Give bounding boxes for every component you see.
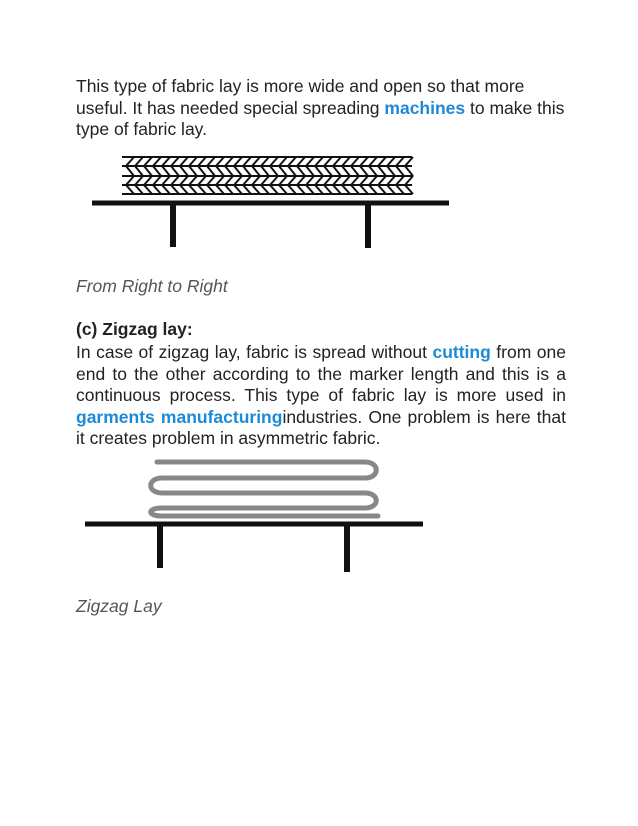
garments-manufacturing-link[interactable]: garments manufacturing — [76, 406, 283, 427]
paragraph-text-end: industries. One problem is here that it creates problem in asymmetric fabric. — [76, 406, 566, 448]
machines-link[interactable]: machines — [384, 97, 466, 118]
paragraph-text-end: to make this type of fabric lay. — [76, 97, 565, 139]
paragraph-text-mid: from one end to the other according to the marker length and this is a continuous process. This type of fabric lay is more used in — [76, 342, 566, 405]
section-heading-zigzag: (c) Zigzag lay: — [76, 319, 193, 339]
paragraph-text: In case of zigzag lay, fabric is spread without — [76, 342, 433, 362]
figure1-caption: From Right to Right — [76, 276, 228, 296]
paragraph-text: This type of fabric lay is more wide and open so that more useful. It has needed special spreading — [76, 76, 525, 118]
figure2-caption: Zigzag Lay — [76, 596, 162, 616]
zigzag-fabric — [151, 462, 378, 516]
cutting-link[interactable]: cutting — [432, 342, 491, 362]
